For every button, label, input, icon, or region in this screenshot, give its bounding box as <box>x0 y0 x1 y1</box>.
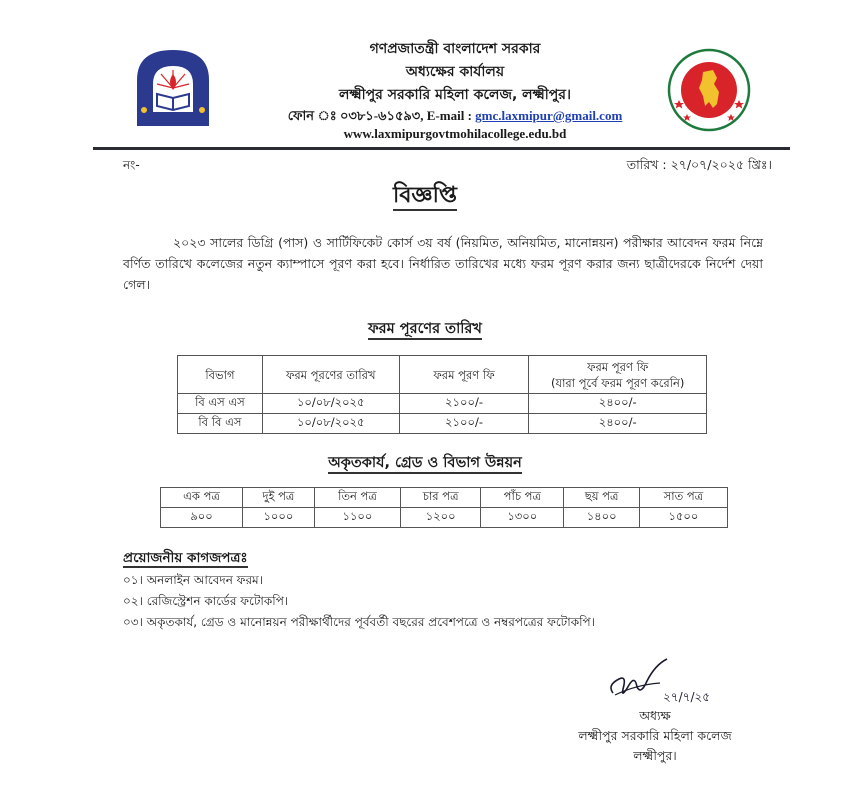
date-cell: ১০/০৮/২০২৫ <box>262 414 399 434</box>
department-cell: বি এস এস <box>178 394 263 414</box>
fee-cell: ২১০০/- <box>399 394 529 414</box>
column-header: বিভাগ <box>178 356 263 394</box>
fee-cell: ১৫০০ <box>639 508 727 528</box>
email-label: E-mail : <box>426 108 472 123</box>
table-row <box>178 414 707 434</box>
fee-new-cell: ২৪০০/- <box>529 394 707 414</box>
table-header-row <box>178 356 707 394</box>
table-header-row <box>161 488 728 508</box>
column-header: ফরম পূরণ ফি <box>399 356 529 394</box>
form-fillup-heading-wrap <box>0 318 850 342</box>
paper-count-header: দুই পত্র <box>243 488 315 508</box>
college-emblem-icon <box>133 48 213 128</box>
fee-cell: ২১০০/- <box>399 414 529 434</box>
office-name: অধ্যক্ষের কার্যালয় <box>405 64 505 80</box>
paper-count-header: সাত পত্র <box>639 488 727 508</box>
fee-cell: ১৩০০ <box>481 508 564 528</box>
form-fillup-table <box>177 355 707 434</box>
required-documents-list <box>123 570 595 633</box>
header-divider <box>93 147 790 150</box>
notice-title: বিজ্ঞপ্তি <box>393 183 457 211</box>
contact-line <box>250 107 660 125</box>
government-name: গণপ্রজাতন্ত্রী বাংলাদেশ সরকার <box>369 41 541 57</box>
table-row <box>178 394 707 414</box>
government-seal-icon <box>667 48 751 132</box>
paper-count-header: ছয় পত্র <box>564 488 639 508</box>
required-documents-heading-wrap <box>123 547 248 570</box>
table-row <box>161 508 728 528</box>
paper-count-header: তিন পত্র <box>314 488 400 508</box>
notice-body-text: ২০২৩ সালের ডিগ্রি (পাস) ও সার্টিফিকেট কোর্স ৩য় বর্ষ (নিয়মিত, অনিয়মিত, মানোন্নয়ন) পরীক্ষার আবেদন ফরম নিম্নে বর্ণিত তারিখে কলেজের নতুন ক্যাম্পাসে পূরণ করা হবে। নির্ধারিত তারিখের মধ্যে ফরম পূরণ করার জন্য ছাত্রীদেরকে নির্দেশ দেয়া গেল। <box>123 235 763 292</box>
phone-number: ফোন ঃ ০৩৮১-৬১৫৯৩, <box>287 108 424 123</box>
fee-cell: ১২০০ <box>401 508 481 528</box>
improvement-heading-wrap <box>0 452 850 476</box>
form-fillup-heading: ফরম পূরণের তারিখ <box>368 321 482 340</box>
list-item: ০২। রেজিস্ট্রেশন কার্ডের ফটোকপি। <box>123 594 289 608</box>
column-header-note: (যারা পূর্বে ফরম পূরণ করেনি) <box>550 375 685 390</box>
signature-date: ২৭/৭/২৫ <box>663 690 711 704</box>
fee-cell: ১১০০ <box>314 508 400 528</box>
signatory-location: লক্ষ্মীপুর। <box>633 748 677 763</box>
paper-count-header: পাঁচ পত্র <box>481 488 564 508</box>
paper-count-header: চার পত্র <box>401 488 481 508</box>
website-link[interactable]: www.laxmipurgovtmohilacollege.edu.bd <box>343 126 567 141</box>
letterhead <box>250 38 660 143</box>
notice-body <box>123 232 763 295</box>
improvement-fee-table <box>160 487 728 528</box>
improvement-heading: অকৃতকার্য, গ্রেড ও বিভাগ উন্নয়ন <box>328 455 522 474</box>
fee-cell: ৯০০ <box>161 508 243 528</box>
signature-block <box>555 706 755 766</box>
memo-number: নং- <box>123 158 140 172</box>
institution-name: লক্ষ্মীপুর সরকারি মহিলা কলেজ, লক্ষ্মীপুর। <box>339 87 571 103</box>
signatory-institution: লক্ষ্মীপুর সরকারি মহিলা কলেজ <box>578 728 732 743</box>
required-documents-heading: প্রয়োজনীয় কাগজপত্রঃ <box>123 550 248 566</box>
date-cell: ১০/০৮/২০২৫ <box>262 394 399 414</box>
signature-icon <box>605 655 715 710</box>
list-item: ০৩। অকৃতকার্য, গ্রেড ও মানোন্নয়ন পরীক্ষার্থীদের পূর্ববর্তী বছরের প্রবেশপত্রে ও নম্বরপত্রের ফটোকপি। <box>123 615 595 629</box>
department-cell: বি বি এস <box>178 414 263 434</box>
notice-title-wrap <box>0 178 850 215</box>
list-item: ০১। অনলাইন আবেদন ফরম। <box>123 573 263 587</box>
fee-cell: ১০০০ <box>243 508 315 528</box>
paper-count-header: এক পত্র <box>161 488 243 508</box>
column-header-line: ফরম পূরণ ফি <box>587 359 649 374</box>
memo-date: তারিখ : ২৭/০৭/২০২৫ খ্রিঃ। <box>626 157 772 172</box>
signatory-designation: অধ্যক্ষ <box>639 708 671 723</box>
email-link[interactable]: gmc.laxmipur@gmail.com <box>475 108 623 123</box>
column-header <box>529 356 707 394</box>
fee-new-cell: ২৪০০/- <box>529 414 707 434</box>
column-header: ফরম পূরণের তারিখ <box>262 356 399 394</box>
fee-cell: ১৪০০ <box>564 508 639 528</box>
